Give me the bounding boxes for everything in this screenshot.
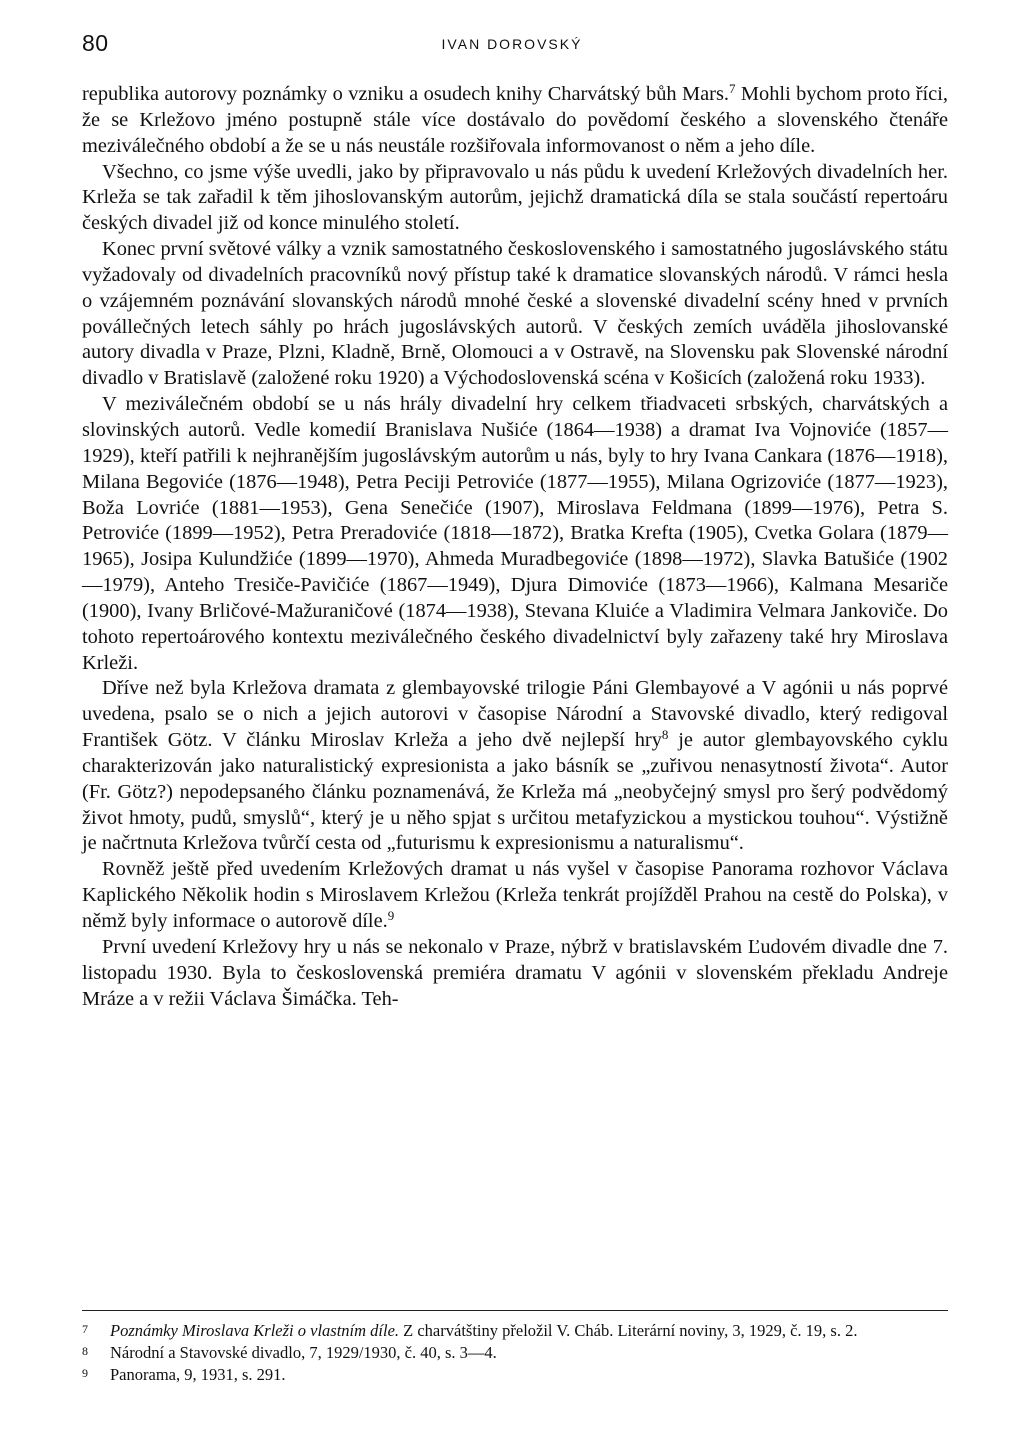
page-number: 80 bbox=[82, 30, 109, 56]
paragraph-2: Všechno, co jsme výše uvedli, jako by připravovalo u nás půdu k uvedení Krležových divadelních her. Krleža se tak zařadil k těm jihoslovanským autorům, jejichž dramatická díla se stala součástí repertoáru českých divadel již od konce minulého století. bbox=[82, 160, 948, 235]
paragraph-4: V meziválečném období se u nás hrály divadelní hry celkem třiadvaceti srbských, charvátských a slovinských autorů. Vedle komedií Branislava Nušiće (1864—1938) a dramat Iva Vojnoviće (1857—1929), kteří patřili k nejhranějším jugoslávským autorům u nás, byly to hry Ivana Cankara (1876—1918), Milana Begoviće (1876—1948), Petra Peciji Petroviće (1877—1955), Milana Ogrizoviće (1877—1923), Boža Lovriće (1881—1953), Gena Senečiće (1907), Miroslava Feldmana (1899—1976), Petra S. Petroviće (1899—1952), Petra Preradoviće (1818—1872), Bratka Krefta (1905), Cvetka Golara (1879—1965), Josipa Kulundžiće (1899—1970), Ahmeda Muradbegoviće (1898—1972), Slavka Batušiće (1902—1979), Anteho Tresiče-Pavičiće (1867—1949), Djura Dimoviće (1873—1966), Kalmana Mesariče (1900), Ivany Brličové-Mažuraničové (1874—1938), Stevana Kluiće a Vladimira Velmara Jankoviče. Do tohoto repertoárového kontextu meziválečného českého divadelnictví byly zařazeny také hry Miroslava Krleži. bbox=[82, 393, 948, 674]
paragraph-5-continuation: je autor glembayovského cyklu charakterizován jako naturalistický expresionista a jako básník se „zuřivou nenasytností života“. Autor (Fr. Götz?) nepodepsaného článku poznamenává, že Krleža má „neobyčejný smysl pro šerý podvědomý život hmoty, pudů, smyslů“, který je u něho spjat s určitou metafyzickou a mystickou touhou“. Výstižně je načrtnuta Krležova tvůrčí cesta od „futurismu k expresionismu a naturalismu“. bbox=[82, 729, 948, 855]
footnote-ref-7: 7 bbox=[729, 81, 736, 96]
footnote-divider bbox=[82, 1310, 948, 1311]
paragraph-5 bbox=[82, 676, 948, 857]
footnote-text: Panorama, 9, 1931, s. 291. bbox=[110, 1365, 286, 1384]
footnote-number: 7 bbox=[82, 1322, 88, 1336]
paragraph-7: První uvedení Krležovy hry u nás se nekonalo v Praze, nýbrž v bratislavském Ľudovém divadle dne 7. listopadu 1930. Byla to československá premiéra dramatu V agónii v slovenském překladu Andreje Mráze a v režii Václava Šimáčka. Teh- bbox=[82, 935, 948, 1010]
paragraph-3: Konec první světové války a vznik samostatného československého i samostatného jugoslávského státu vyžadovaly od divadelních pracovníků nový přístup také k dramatice slovanských národů. V rámci hesla o vzájemném poznávání slovanských národů mnohé české a slovenské divadelní scény hned v prvních povállečných letech sáhly po hrách jugoslávských autorů. V českých zemích uváděla jihoslovanské autory divadla v Praze, Plzni, Kladně, Brně, Olomouci a v Ostravě, na Slovensku pak Slovenské národní divadlo v Bratislavě (založené roku 1920) a Východoslovenská scéna v Košicích (založená roku 1933). bbox=[82, 238, 948, 390]
footnote-number: 9 bbox=[82, 1366, 88, 1380]
footnote-7 bbox=[82, 1320, 948, 1342]
body-text bbox=[82, 82, 948, 1012]
running-head: IVAN DOROVSKÝ bbox=[441, 36, 583, 52]
footnotes bbox=[82, 1320, 948, 1386]
footnote-text: Národní a Stavovské divadlo, 7, 1929/1930, č. 40, s. 3—4. bbox=[110, 1343, 497, 1362]
paragraph-1 bbox=[82, 82, 948, 160]
paragraph-1-text: republika autorovy poznámky o vzniku a osudech knihy Charvátský bůh Mars. bbox=[82, 83, 729, 105]
paragraph-1-continuation: Mohli bychom proto říci, že se Krležovo jméno postupně stále více dostávalo do povědomí českého a slovenského čtenáře meziválečného období a že se u nás neustále rozšiřovala informovanost o něm a jeho díle. bbox=[82, 83, 948, 157]
footnote-text: Z charvátštiny přeložil V. Cháb. Literární noviny, 3, 1929, č. 19, s. 2. bbox=[399, 1321, 858, 1340]
footnote-title: Poznámky Miroslava Krleži o vlastním díle. bbox=[110, 1321, 400, 1340]
paragraph-6-text: Rovněž ještě před uvedením Krležových dramat u nás vyšel v časopise Panorama rozhovor Václava Kaplického Několik hodin s Miroslavem Krležou (Krleža tenkrát projížděl Prahou na cestě do Polska), v němž byly informace o autorově díle. bbox=[82, 858, 948, 932]
paragraph-5-text: Dříve než byla Krležova dramata z glembayovské trilogie Páni Glembayové a V agónii u nás poprvé uvedena, psalo se o nich a jejich autorovi v časopise Národní a Stavovské divadlo, který redigoval František Götz. V článku Miroslav Krleža a jeho dvě nejlepší hry bbox=[82, 677, 948, 752]
footnote-ref-8: 8 bbox=[661, 727, 669, 743]
footnote-9 bbox=[82, 1364, 948, 1386]
paragraph-6 bbox=[82, 857, 948, 935]
footnote-8 bbox=[82, 1342, 948, 1364]
footnote-ref-9: 9 bbox=[387, 908, 395, 923]
footnote-number: 8 bbox=[82, 1344, 88, 1358]
